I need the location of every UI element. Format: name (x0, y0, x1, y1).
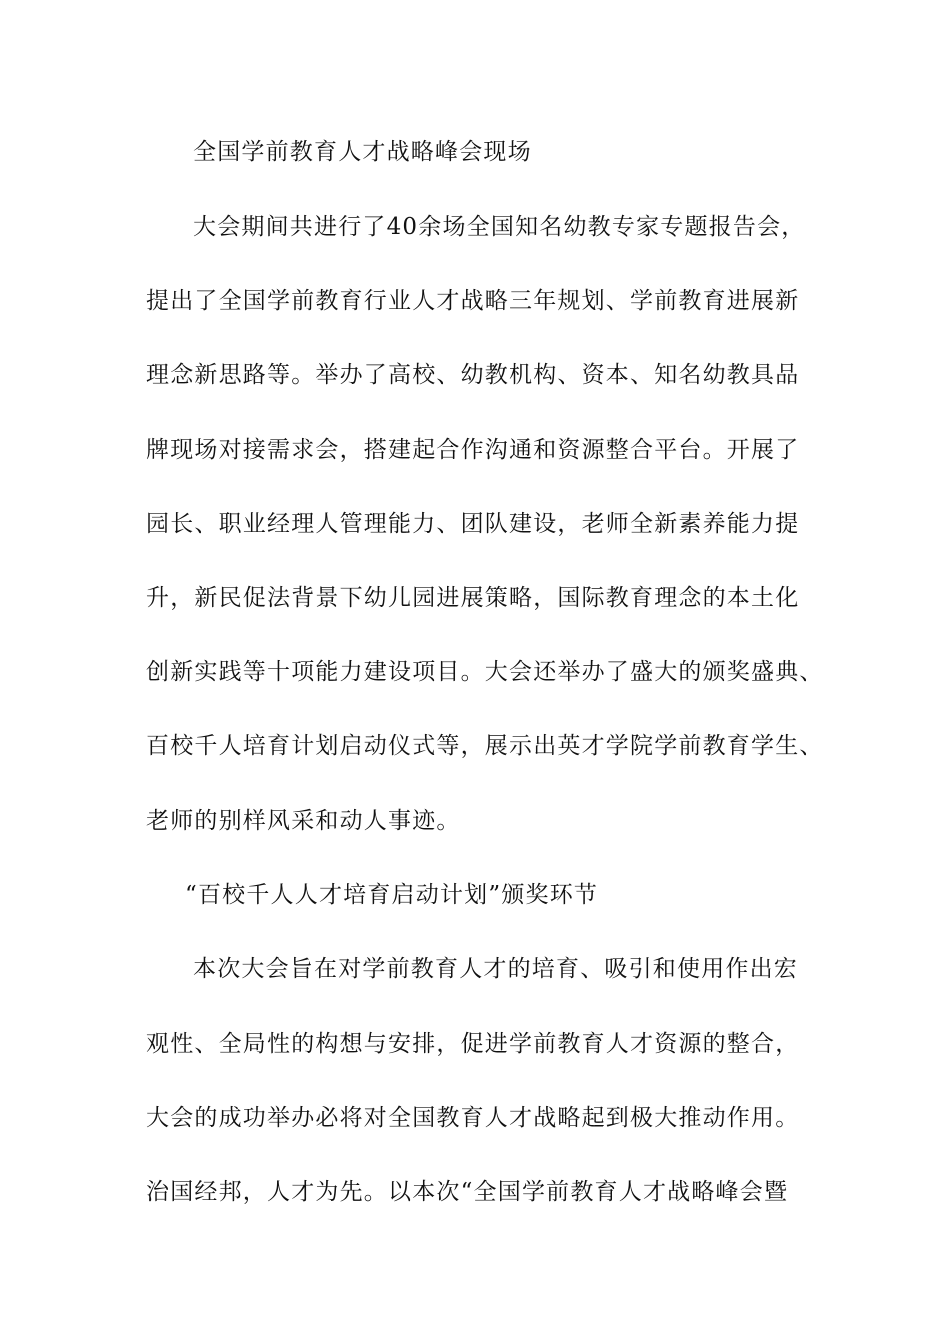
paragraph-line: 本次大会旨在对学前教育人才的培育、吸引和使用作出宏 (193, 956, 798, 982)
paragraph-line: 观性、全局性的构想与安排，促进学前教育人才资源的整合， (146, 1031, 800, 1057)
paragraph-line: 园长、职业经理人管理能力、团队建设，老师全新素养能力提 (146, 511, 800, 537)
caption-line: 全国学前教育人才战略峰会现场 (193, 139, 532, 165)
paragraph-line: 百校千人培育计划启动仪式等，展示出英才学院学前教育学生、 (146, 733, 824, 759)
paragraph-line: 大会的成功举办必将对全国教育人才战略起到极大推动作用。 (146, 1105, 800, 1131)
paragraph-line: 治国经邦，人才为先。以本次“全国学前教育人才战略峰会暨 (146, 1179, 789, 1205)
paragraph-line: 牌现场对接需求会，搭建起合作沟通和资源整合平台。开展了 (146, 437, 800, 463)
paragraph-line: 理念新思路等。举办了高校、幼教机构、资本、知名幼教具品 (146, 362, 800, 388)
paragraph-line: 创新实践等十项能力建设项目。大会还举办了盛大的颁奖盛典、 (146, 659, 824, 685)
paragraph-line: 大会期间共进行了40余场全国知名幼教专家专题报告会， (193, 214, 806, 240)
caption-line: “百校千人人才培育启动计划”颁奖环节 (185, 882, 599, 908)
paragraph-line: 老师的别样风采和动人事迹。 (146, 808, 461, 834)
paragraph-line: 升，新民促法背景下幼儿园进展策略，国际教育理念的本土化 (146, 585, 800, 611)
paragraph-line: 提出了全国学前教育行业人才战略三年规划、学前教育进展新 (146, 288, 800, 314)
